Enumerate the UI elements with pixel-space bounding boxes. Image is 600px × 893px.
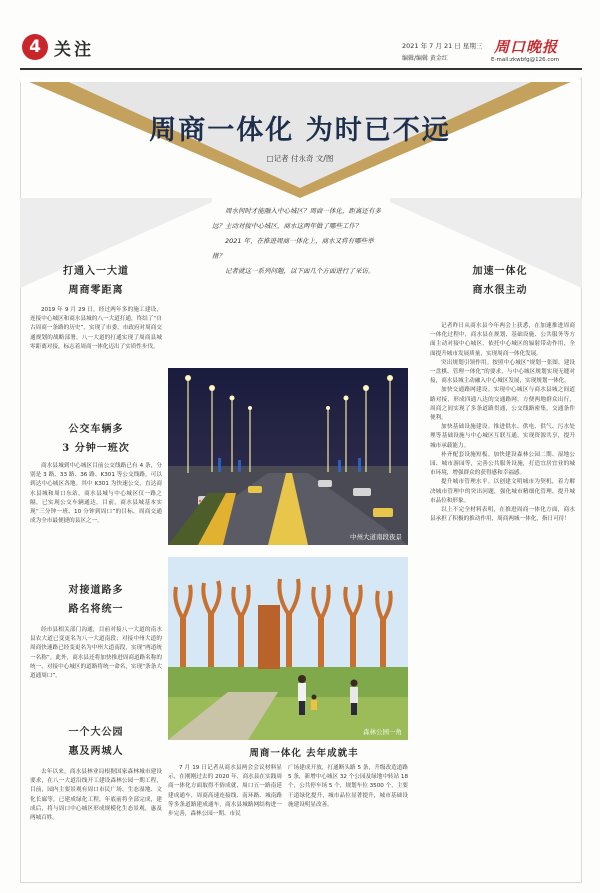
park-photo-caption: 森林公园一角: [363, 728, 402, 736]
article-title: 周商一体化 为时已不远: [149, 115, 451, 146]
park-photo: [168, 557, 408, 740]
page-number-badge: 4: [22, 34, 48, 60]
park-illustration: [168, 557, 408, 740]
section-heading-bus: 公交车辆多 3 分钟一班次: [62, 424, 130, 454]
article-byline: □记者 付永奇 文/图: [266, 154, 334, 163]
night-road-illustration: [168, 368, 408, 545]
lead-paragraph: 2021 年，在推进周商一体化上，商水又将有哪些举措？: [212, 237, 374, 260]
section-body-bus: 商水县城到中心城区目前公交线路已有 4 条，分别是 3 路、33 路、36 路、K301 等公交线路，可以到达中心城区各地。其中 K301 为快速公交，直达商水县城和周口东站，商水县城与中心城区仅一路之隔，已实现公交车辆通达。目前，商水县城基本实现“三分钟一班、10 分钟到周口”的目标，周商交通成为全市最便捷的县区之一。: [30, 463, 162, 525]
lead-paragraph: 记者就这一系列问题，以下面几个方面进行了采访。: [225, 267, 375, 275]
header-rule: [20, 68, 582, 70]
section-title: 关注: [54, 40, 94, 60]
section-body-naming: 经市县相关部门沟通，目前对接八一大道的南水县农大道已变更名为八一大道南段；对接中州大道的周商快速路已经变更名为中州大道南段，实现“两道统一名称”。此外，商水县还将加快推进周商道路名称的统一，对接中心城区的道路将统一命名，实现“条条大道通周口”。: [30, 627, 162, 680]
section-heading-park: 一个大公园 惠及两城人: [68, 727, 124, 757]
night-road-photo: [168, 368, 408, 545]
achievements-body-col2: 广场建成开放，打通断头路 5 条，升级改造道路 5 条，新增中心城区 32 个公园及绿地中转站 18 个，公共停车场 5 个，规划车位 3500 个，主要干道绿化提升，城市品位显著提升，城市基础设施建设明显改善。: [288, 765, 408, 808]
section-heading-naming: 对接道路多 路名将统一: [68, 585, 124, 615]
issue-date: 2021 年 7 月 21 日 星期三: [402, 42, 483, 50]
night-photo-caption: 中州大道南段夜景: [350, 533, 402, 541]
article-lead: [212, 204, 384, 279]
contact-email: E-mail:zkwbfg@126.com: [491, 57, 560, 63]
section-heading-achievements: 周商一体化 去年成就丰: [249, 748, 359, 759]
section-body-road: 2019 年 9 月 29 日，经过两年多的施工建设，连接中心城区和商水县城的八一大道打通，终结了“自古周商一条路的历史”，实现了市委、市政府对周商交通规划的战略部署，八一大道的打通实现了周商县城零距离对接，标志着周商一体化迈出了实质性步伐。: [30, 307, 162, 350]
achievements-body-col1: 7 月 19 日记者从商水县两会会议材料显示，在刚刚过去的 2020 年，商水县在实践周商一体化方面取得不俗成就，周口五一路南延建成通车，周商高速连接线、南环路、城南路等多条道路建成通车，商水县城路网结构进一步完善，森林公园一期、市民: [168, 765, 282, 818]
section-heading-accelerate: 加速一体化 商水很主动: [472, 266, 528, 296]
section-body-accelerate: 记者昨日从商水县今年两会上获悉，在加速推进周商一体化过程中，商水县在规划、基础设施、公共服务等方面主动对接中心城区，依托中心城区的辐射带动作用，全面提升城市发展质量，实现周商一体化发展。 突出规划引领作用。按照中心城区“规划一张图、建设一盘棋、管理一体化”的要求，与中心城区规划实现无缝对接，商水县城主动融入中心城区发展，实现规划一体化。 加快交通路网建设。实现中心城区与商水县城之间道路对接，形成四通八达的交通路网，方便两地群众出行，周商之间实现了多条道路贯通，公交线路密集，交通条件便利。 加快基础设施建设。推进供水、供电、供气、污水处理等基础设施与中心城区互联互通，实现资源共享，提升城市承载能力。 补齐配套设施短板。加快建设森林公园二期、湿地公园、城市游园等，完善公共服务设施，打造宜居宜业的城市环境，增强群众的获得感和幸福感。 提升城市管理水平。以创建文明城市为契机，着力解决城市管理中的突出问题，强化城市精细化管理，提升城市品位和形象。 以上不完全材料表明，在推进周商一体化方面，商水县承担了积极的推动作用，周商两城一体化，指日可待！: [430, 323, 575, 523]
editor-credit: 编辑/编辑 黄金红: [402, 55, 448, 62]
lead-paragraph: 周水何时才能融入中心城区？周商一体化，距离还有多远？主动对接中心城区，商水这两年做了哪些工作？: [212, 207, 381, 230]
section-body-park: 去年以来，商水县林业局根据国家森林城市建设要求，在八一大道沿线开工建设森林公园一期工程，目前，园内主要景观有周口市民广场、生态湿地、文化长廊等，已建成绿化工程，年底前将全部完成，建成后，将与周口中心城区形成规模化生态景观，惠及两城百姓。: [30, 769, 162, 822]
newspaper-logo: 周口晚报: [494, 38, 559, 56]
section-heading-road: 打通入一大道 周商零距离: [63, 266, 129, 296]
